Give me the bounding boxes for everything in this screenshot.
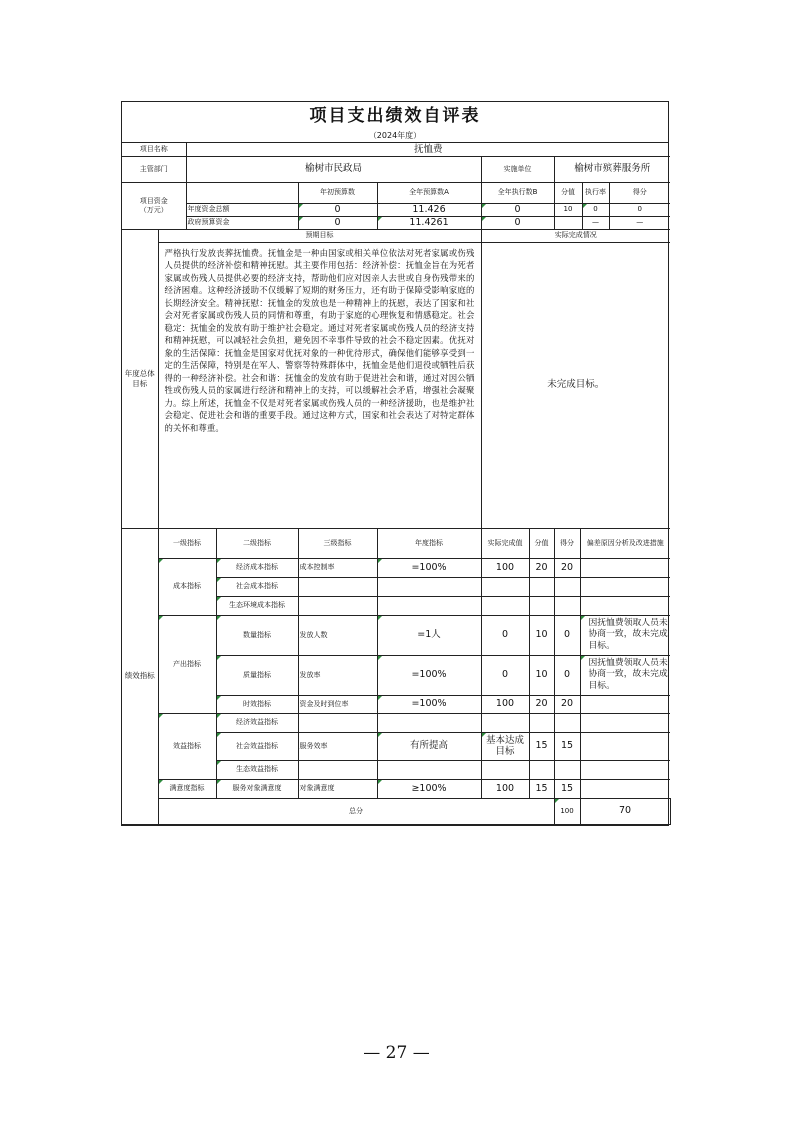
funds-row-total-score-value: 10: [555, 204, 583, 216]
funds-header-blank: [186, 182, 298, 203]
funds-header-exec-rate: 执行率: [582, 183, 609, 203]
ind-header-actual: 实际完成值: [481, 528, 529, 558]
ind-cost-econ-actual: 100: [481, 558, 529, 577]
ind-cost-eco-target: [377, 596, 481, 615]
funds-header-initial: 年初预算数: [298, 182, 377, 203]
ind-benefit-econ-value: [529, 713, 554, 732]
ind-benefit-econ-actual: [481, 713, 529, 732]
ind-output-qty-score: 0: [554, 615, 580, 655]
ind-header-reason: 偏差原因分析及改进措施: [580, 528, 670, 558]
ind-satisfaction-level2: 服务对象满意度: [216, 779, 298, 798]
ind-benefit-econ-target: [377, 713, 481, 732]
ind-cost-eco-value: [529, 596, 554, 615]
ind-satisfaction-target: ≥100%: [377, 779, 481, 798]
funds-row-gov-scores: [554, 216, 670, 229]
ind-cost-econ-score: 20: [554, 558, 580, 577]
ind-header-level1: 一级指标: [158, 528, 216, 558]
form-year: （2024年度）: [122, 130, 668, 143]
funds-row-total-initial: 0: [298, 203, 377, 216]
form-title: 项目支出绩效自评表: [309, 106, 481, 126]
ind-cost-social-reason: [580, 577, 670, 596]
ind-cost-econ-level3: 成本控制率: [298, 558, 377, 577]
ind-output-quality-level2: 质量指标: [216, 655, 298, 695]
goals-actual-text: 未完成目标。: [481, 242, 670, 528]
label-funds-line1: 项目资金: [139, 197, 168, 206]
ind-output-qty-level2: 数量指标: [216, 615, 298, 655]
ind-cost-econ-level2: 经济成本指标: [216, 558, 298, 577]
label-project-name: 项目名称: [122, 143, 186, 156]
ind-benefit-eco-value: [529, 760, 554, 779]
ind-output-qty-actual: 0: [481, 615, 529, 655]
ind-output-level1: 产出指标: [158, 615, 216, 713]
ind-cost-level1: 成本指标: [158, 558, 216, 615]
ind-benefit-econ-reason: [580, 713, 670, 732]
funds-header-score-value: 分值: [555, 183, 583, 203]
label-perf-indicators: 绩效指标: [122, 528, 158, 824]
funds-row-gov-initial: 0: [298, 216, 377, 229]
ind-header-target: 年度指标: [377, 528, 481, 558]
ind-cost-eco-score: [554, 596, 580, 615]
ind-output-quality-actual: 0: [481, 655, 529, 695]
ind-header-value: 分值: [529, 528, 554, 558]
ind-benefit-eco-level3: [298, 760, 377, 779]
ind-satisfaction-reason: [580, 779, 670, 798]
goals-actual-header: 实际完成情况: [481, 229, 670, 242]
ind-cost-social-actual: [481, 577, 529, 596]
ind-cost-econ-target: =100%: [377, 558, 481, 577]
ind-satisfaction-actual: 100: [481, 779, 529, 798]
ind-benefit-social-actual: 基本达成目标: [481, 732, 529, 760]
funds-header-executed: 全年执行数B: [481, 182, 554, 203]
ind-benefit-eco-reason: [580, 760, 670, 779]
ind-benefit-econ-level3: [298, 713, 377, 732]
project-name-value: 抚恤费: [186, 143, 670, 156]
ind-benefit-level1: 效益指标: [158, 713, 216, 779]
label-dept: 主管部门: [122, 156, 186, 182]
ind-cost-social-score: [554, 577, 580, 596]
ind-benefit-social-level2: 社会效益指标: [216, 732, 298, 760]
funds-row-gov-annual: 11.4261: [377, 216, 481, 229]
ind-output-quality-reason: 因抚恤费领取人员未协商一致，故未完成目标。: [580, 655, 670, 695]
label-funds-line2: （万元）: [139, 205, 168, 214]
ind-output-quality-value: 10: [529, 655, 554, 695]
total-score: 70: [580, 798, 670, 824]
ind-output-qty-target: =1人: [377, 615, 481, 655]
ind-cost-eco-actual: [481, 596, 529, 615]
ind-output-time-level3: 资金及时到位率: [298, 695, 377, 713]
label-impl-unit: 实施单位: [481, 156, 554, 182]
ind-output-qty-level3: 发放人数: [298, 615, 377, 655]
funds-header-annual: 全年预算数A: [377, 182, 481, 203]
goals-expected-header: 预期目标: [158, 229, 481, 242]
funds-row-gov-exec-rate: —: [582, 217, 609, 229]
ind-header-level2: 二级指标: [216, 528, 298, 558]
ind-cost-econ-reason: [580, 558, 670, 577]
label-funds: [122, 182, 186, 229]
ind-output-qty-reason: 因抚恤费领取人员未协商一致，故未完成目标。: [580, 615, 670, 655]
performance-evaluation-form: [121, 101, 669, 826]
ind-cost-eco-reason: [580, 596, 670, 615]
ind-benefit-social-reason: [580, 732, 670, 760]
funds-row-total-annual: 11.426: [377, 203, 481, 216]
ind-header-level3: 三级指标: [298, 528, 377, 558]
ind-cost-social-level2: 社会成本指标: [216, 577, 298, 596]
funds-row-total-score: 0: [637, 205, 642, 214]
funds-row-total-exec-rate: 0: [582, 204, 609, 216]
ind-benefit-econ-score: [554, 713, 580, 732]
ind-output-time-reason: [580, 695, 670, 713]
ind-benefit-social-level3: 服务效率: [298, 732, 377, 760]
ind-cost-social-level3: [298, 577, 377, 596]
ind-output-time-actual: 100: [481, 695, 529, 713]
ind-benefit-eco-score: [554, 760, 580, 779]
ind-cost-social-target: [377, 577, 481, 596]
funds-header-scores: [554, 182, 670, 203]
total-value: 100: [554, 798, 580, 824]
ind-output-quality-score: 0: [554, 655, 580, 695]
ind-benefit-social-value: 15: [529, 732, 554, 760]
ind-benefit-social-score: 15: [554, 732, 580, 760]
evaluation-table: [122, 143, 670, 825]
ind-output-time-level2: 时效指标: [216, 695, 298, 713]
ind-cost-social-value: [529, 577, 554, 596]
ind-output-time-score: 20: [554, 695, 580, 713]
ind-header-score: 得分: [554, 528, 580, 558]
funds-row-gov-label: 政府预算资金: [186, 216, 298, 229]
ind-satisfaction-level3: 对象满意度: [298, 779, 377, 798]
ind-cost-eco-level3: [298, 596, 377, 615]
goals-expected-text: 严格执行发放丧葬抚恤费。抚恤金是一种由国家或相关单位依法对死者家属或伤残人员提供的经济补偿和精神抚慰。其主要作用包括：经济补偿：抚恤金旨在为死者家属或伤残人员提供必要的经济支持，帮助他们应对因亲人去世或自身伤残带来的经济困难。这种经济援助不仅缓解了短期的财务压力，还有助于保障受影响家庭的长期经济安全。精神抚慰：抚恤金的发放也是一种精神上的抚慰，表达了国家和社会对死者家属或伤残人员的同情和尊重，有助于家庭的心理恢复和情感稳定。社会稳定：抚恤金的发放有助于维护社会稳定。通过对死者家属或伤残人员的经济支持和精神抚慰，可以减轻社会负担，避免因不幸事件导致的社会不稳定因素。优抚对象的生活保障：抚恤金是国家对优抚对象的一种优待形式，确保他们能够享受到一定的生活保障，特别是在军人、警察等特殊群体中，抚恤金是他们退役或牺牲后获得的一种经济补偿。社会和谐：抚恤金的发放有助于促进社会和谐，通过对因公牺牲或伤残人员的家属进行经济和精神上的支持，可以缓解社会矛盾，增强社会凝聚力。综上所述，抚恤金不仅是对死者家属或伤残人员的一种经济援助，也是维护社会稳定、促进社会和谐的重要手段。通过这种方式，国家和社会表达了对特定群体的关怀和尊重。: [158, 242, 481, 528]
funds-row-total-executed: 0: [481, 203, 554, 216]
funds-row-gov-score: —: [636, 218, 644, 227]
impl-unit-value: 榆树市殡葬服务所: [554, 156, 670, 182]
page-number: — 27 —: [363, 1043, 430, 1063]
ind-benefit-social-target: 有所提高: [377, 732, 481, 760]
ind-benefit-eco-actual: [481, 760, 529, 779]
label-annual-goal: 年度总体目标: [122, 229, 158, 528]
ind-benefit-eco-level2: 生态效益指标: [216, 760, 298, 779]
ind-cost-econ-value: 20: [529, 558, 554, 577]
funds-row-total-scores: [554, 203, 670, 216]
funds-row-total-label: 年度资金总额: [186, 203, 298, 216]
funds-row-gov-executed: 0: [481, 216, 554, 229]
ind-cost-eco-level2: 生态环境成本指标: [216, 596, 298, 615]
ind-output-qty-value: 10: [529, 615, 554, 655]
total-label: 总分: [158, 798, 554, 824]
dept-value: 榆树市民政局: [186, 156, 481, 182]
ind-satisfaction-score: 15: [554, 779, 580, 798]
funds-header-score: 得分: [632, 188, 647, 197]
funds-row-gov-score-value: [555, 217, 583, 229]
ind-satisfaction-value: 15: [529, 779, 554, 798]
ind-benefit-econ-level2: 经济效益指标: [216, 713, 298, 732]
ind-output-quality-target: =100%: [377, 655, 481, 695]
ind-output-time-target: =100%: [377, 695, 481, 713]
ind-satisfaction-level1: 满意度指标: [158, 779, 216, 798]
ind-output-quality-level3: 发放率: [298, 655, 377, 695]
ind-benefit-eco-target: [377, 760, 481, 779]
ind-output-time-value: 20: [529, 695, 554, 713]
